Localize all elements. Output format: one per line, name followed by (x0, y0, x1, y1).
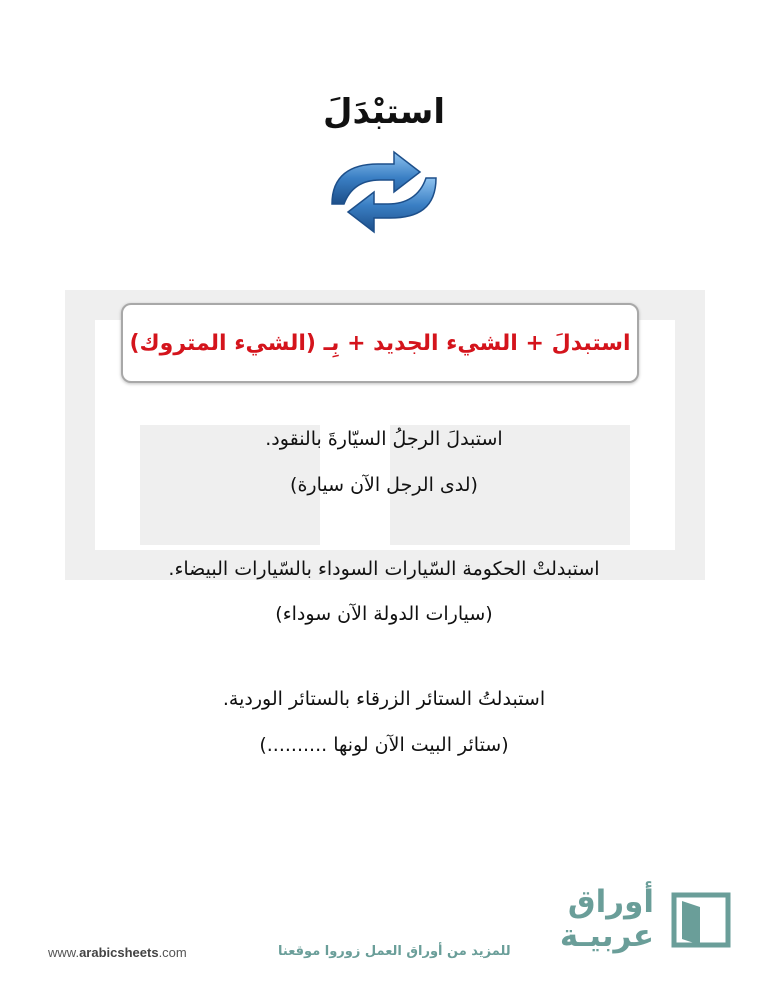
page-title: استبْدَلَ (323, 92, 445, 132)
example-1-note: (لدى الرجل الآن سيارة) (290, 474, 478, 496)
rule-box (121, 303, 639, 383)
brand-logo (559, 884, 732, 955)
book-icon (670, 891, 732, 949)
rule-formula: استبدلَ + الشيء الجديد + بِـ (الشيء المتروك) (129, 330, 631, 356)
logo-line-1: أوراق (567, 884, 654, 920)
swap-arrows-icon (328, 146, 440, 238)
url-domain: arabicsheets (79, 945, 159, 960)
url-suffix: .com (158, 945, 187, 960)
example-1-sentence: استبدلَ الرجلُ السيّارةَ بالنقود. (265, 428, 503, 450)
example-2-note: (سيارات الدولة الآن سوداء) (275, 603, 493, 625)
example-2-sentence: استبدلتْ الحكومة السّيارات السوداء بالسّيارات البيضاء. (168, 558, 600, 580)
website-url[interactable] (48, 945, 187, 960)
url-prefix: www. (48, 945, 80, 960)
logo-text (560, 885, 654, 953)
example-3-note: (ستائر البيت الآن لونها ..........) (259, 734, 509, 756)
logo-line-2: عربيـة (559, 918, 654, 954)
visit-site-text: للمزيد من أوراق العمل زوروا موقعنا (278, 944, 511, 959)
example-3-sentence: استبدلتُ الستائر الزرقاء بالستائر الوردية. (222, 688, 546, 710)
